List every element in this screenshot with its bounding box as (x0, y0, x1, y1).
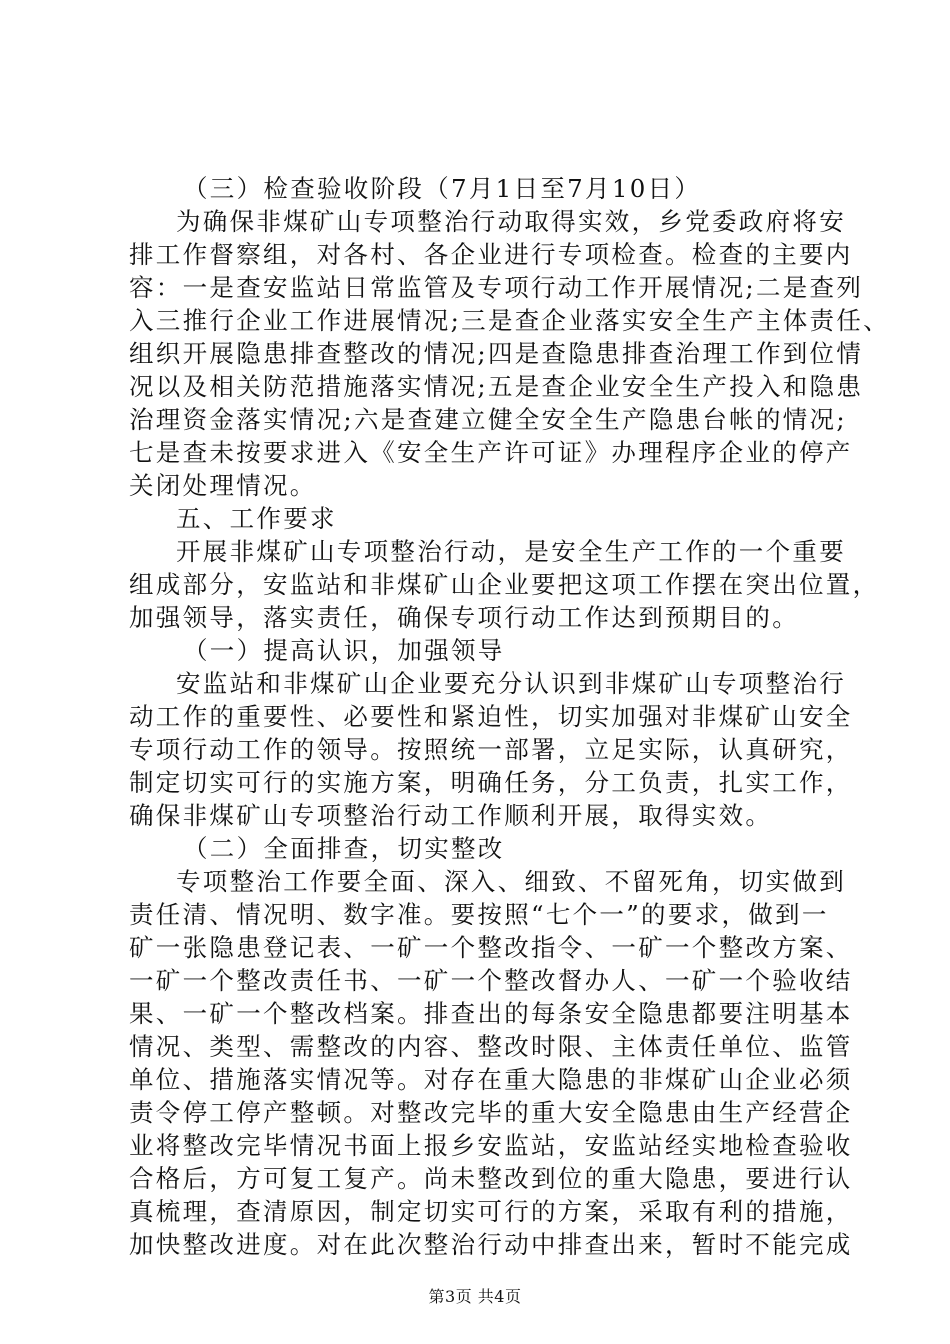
paragraph-line: 一矿一个整改责任书、一矿一个整改督办人、一矿一个验收结 (129, 966, 853, 995)
paragraph-line: 专项行动工作的领导。按照统一部署，立足实际，认真研究， (129, 735, 853, 764)
paragraph-line: 情况、类型、需整改的内容、整改时限、主体责任单位、监管 (129, 1032, 853, 1061)
section-heading-requirements: 五、工作要求 (176, 504, 337, 533)
paragraph-line: 况以及相关防范措施落实情况;五是查企业安全生产投入和隐患 (129, 372, 864, 401)
paragraph-line: 制定切实可行的实施方案，明确任务，分工负责，扎实工作， (129, 768, 853, 797)
subsection-heading-investigation: （二）全面排查，切实整改 (183, 834, 505, 863)
paragraph-line: 动工作的重要性、必要性和紧迫性，切实加强对非煤矿山安全 (129, 702, 853, 731)
paragraph-line: 责令停工停产整顿。对整改完毕的重大安全隐患由生产经营企 (129, 1098, 853, 1127)
paragraph-line: 专项整治工作要全面、深入、细致、不留死角，切实做到 (176, 867, 846, 896)
subsection-heading-awareness: （一）提高认识，加强领导 (183, 636, 505, 665)
paragraph-line: 加快整改进度。对在此次整治行动中排查出来，暂时不能完成 (129, 1230, 853, 1259)
paragraph-line: 容：一是查安监站日常监管及专项行动工作开展情况;二是查列 (129, 273, 864, 302)
paragraph-line: 为确保非煤矿山专项整治行动取得实效，乡党委政府将安 (176, 207, 846, 236)
paragraph-line: 合格后，方可复工复产。尚未整改到位的重大隐患，要进行认 (129, 1164, 853, 1193)
paragraph-line: 安监站和非煤矿山企业要充分认识到非煤矿山专项整治行 (176, 669, 846, 698)
section-heading-inspection: （三）检查验收阶段（7月1日至7月10日） (183, 174, 702, 203)
paragraph-line: 单位、措施落实情况等。对存在重大隐患的非煤矿山企业必须 (129, 1065, 853, 1094)
paragraph-line: 治理资金落实情况;六是查建立健全安全生产隐患台帐的情况; (129, 405, 847, 434)
paragraph-line: 业将整改完毕情况书面上报乡安监站，安监站经实地检查验收 (129, 1131, 853, 1160)
paragraph-line: 矿一张隐患登记表、一矿一个整改指令、一矿一个整改方案、 (129, 933, 853, 962)
paragraph-line: 入三推行企业工作进展情况;三是查企业落实安全生产主体责任、 (129, 306, 890, 335)
paragraph-line: 组成部分，安监站和非煤矿山企业要把这项工作摆在突出位置， (129, 570, 880, 599)
page-footer: 第3页 共4页 (428, 1287, 522, 1306)
paragraph-line: 组织开展隐患排查整改的情况;四是查隐患排查治理工作到位情 (129, 339, 864, 368)
paragraph-line: 开展非煤矿山专项整治行动，是安全生产工作的一个重要 (176, 537, 846, 566)
paragraph-line: 关闭处理情况。 (129, 471, 317, 500)
paragraph-line: 七是查未按要求进入《安全生产许可证》办理程序企业的停产 (129, 438, 853, 467)
paragraph-line: 果、一矿一个整改档案。排查出的每条安全隐患都要注明基本 (129, 999, 853, 1028)
paragraph-line: 加强领导，落实责任，确保专项行动工作达到预期目的。 (129, 603, 799, 632)
paragraph-line: 确保非煤矿山专项整治行动工作顺利开展，取得实效。 (129, 801, 773, 830)
paragraph-line: 真梳理，查清原因，制定切实可行的方案，采取有利的措施， (129, 1197, 853, 1226)
paragraph-line: 排工作督察组，对各村、各企业进行专项检查。检查的主要内 (129, 240, 853, 269)
paragraph-line: 责任清、情况明、数字准。要按照“七个一”的要求，做到一 (129, 900, 829, 929)
